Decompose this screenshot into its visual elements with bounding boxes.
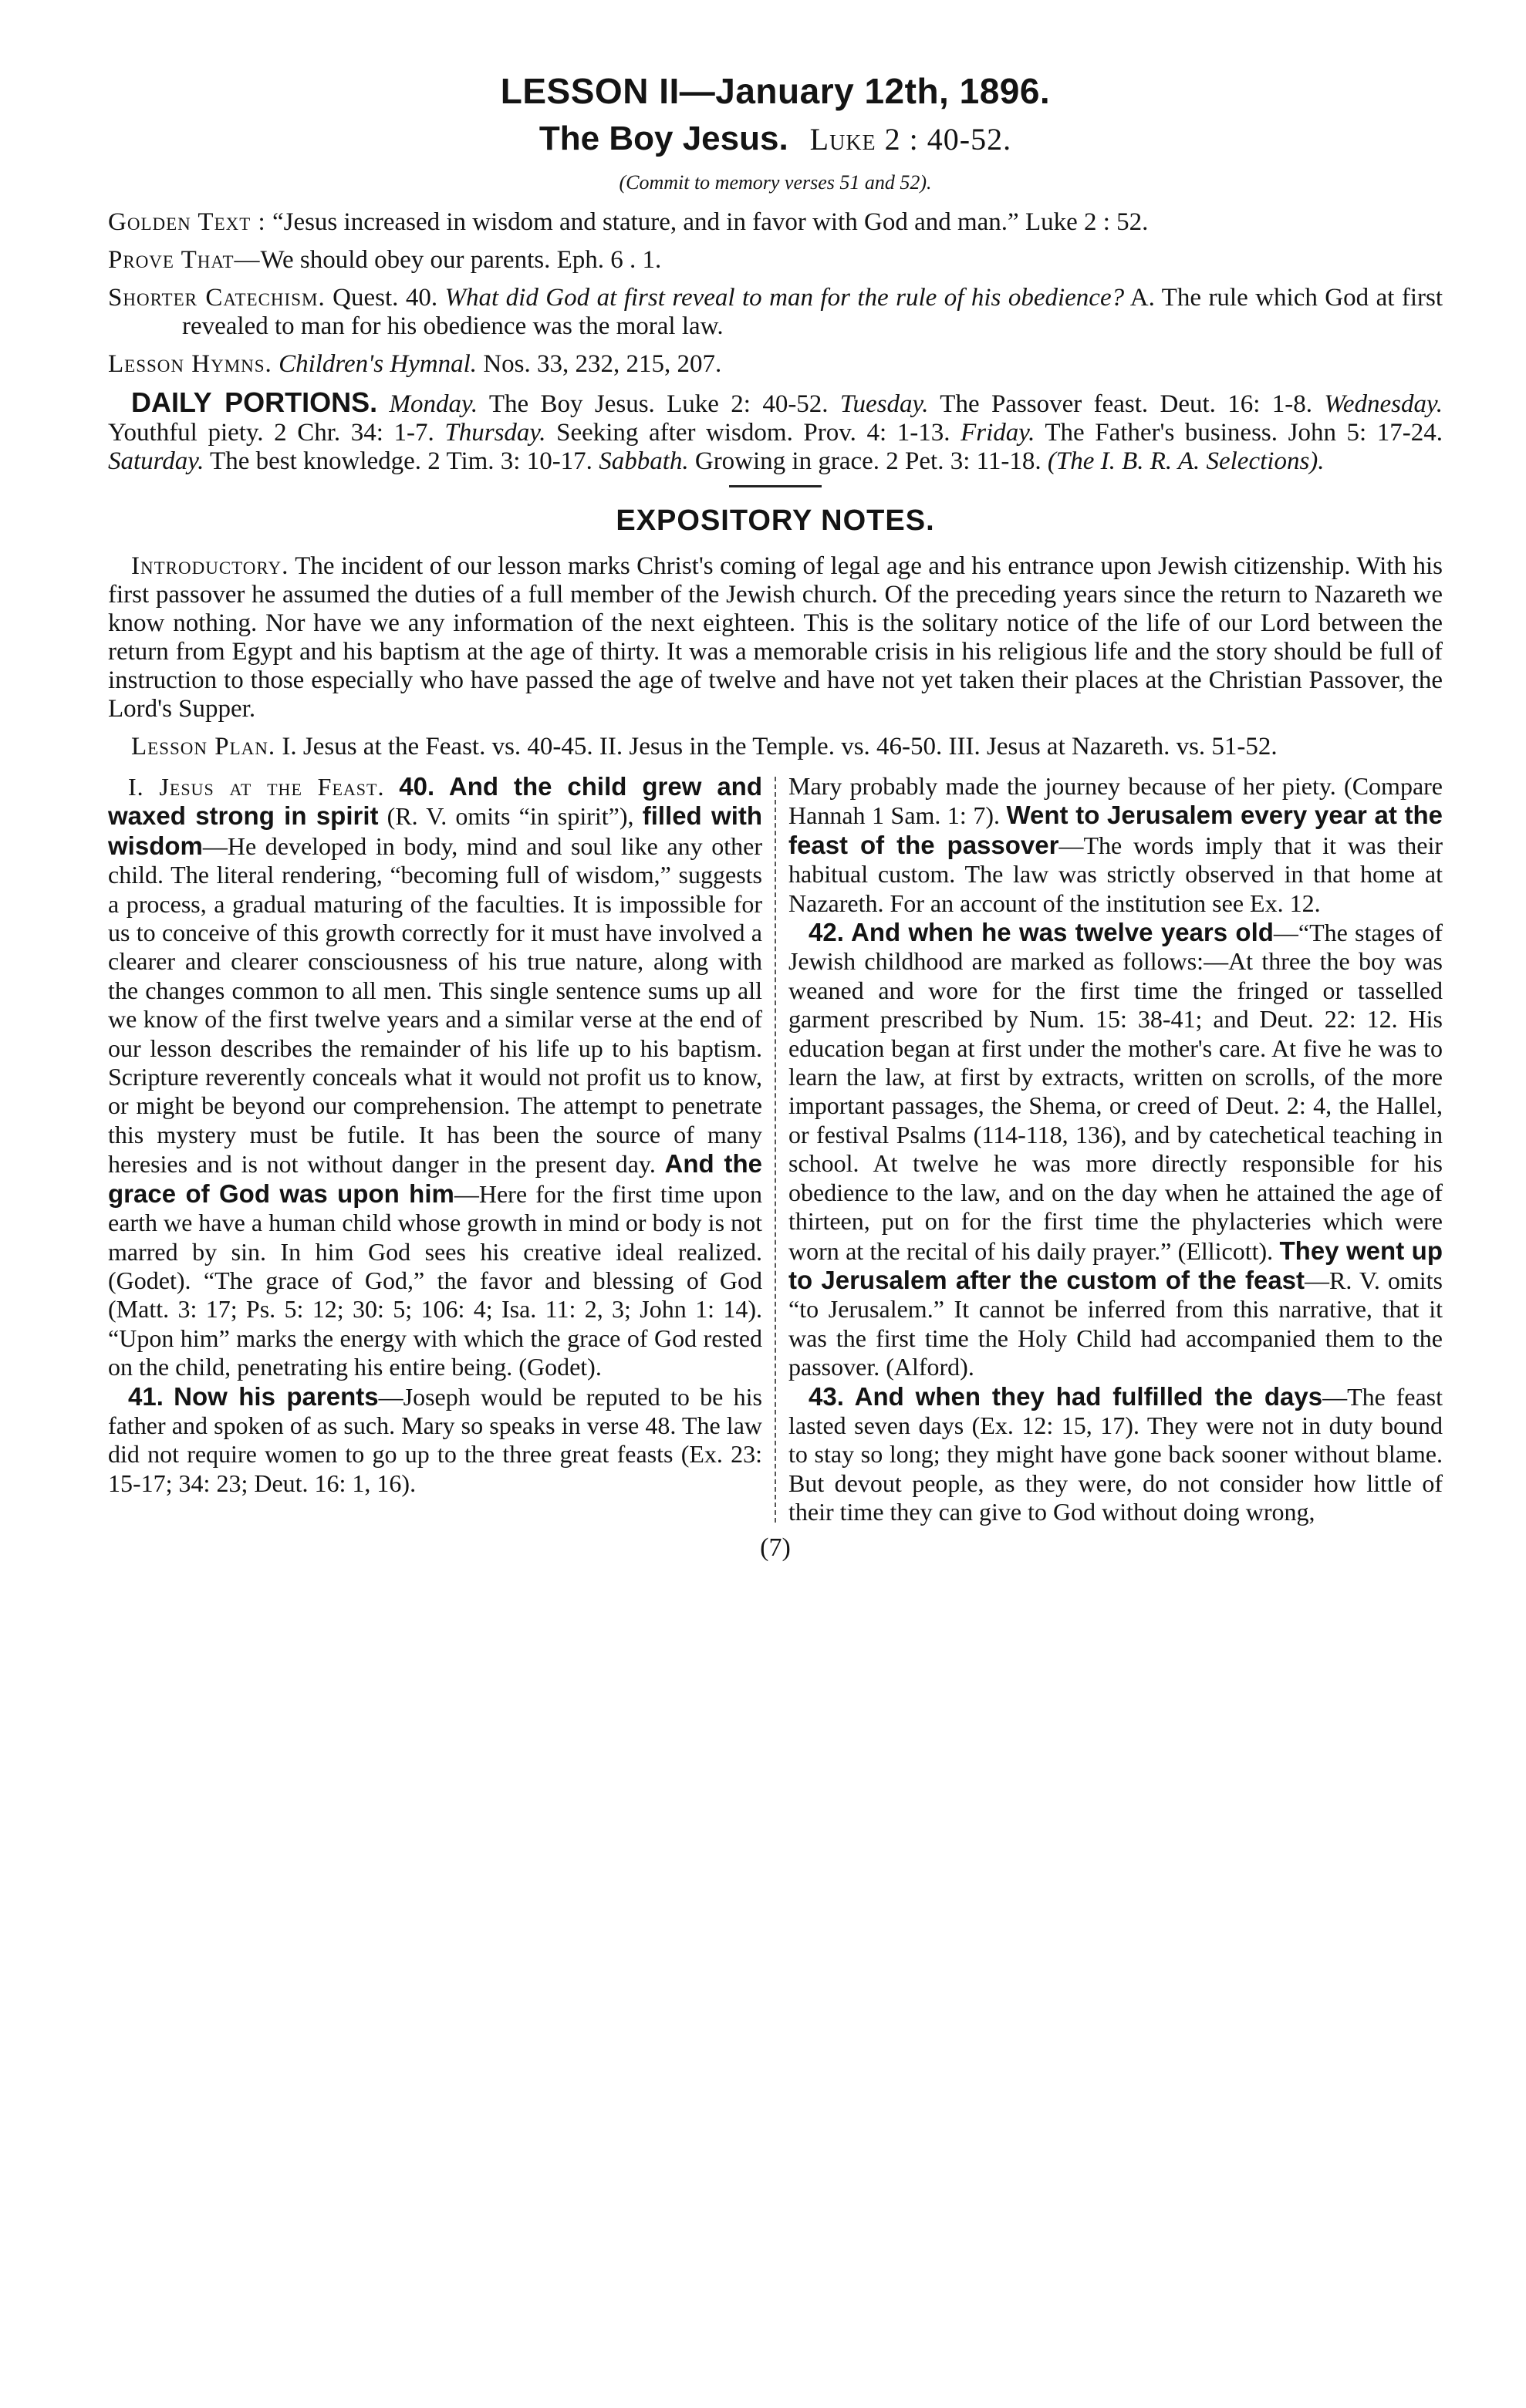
day-name: Sabbath. bbox=[599, 447, 689, 475]
bold-quote: And the grace of God was upon him bbox=[108, 1149, 762, 1208]
verse-41-note bbox=[108, 1382, 762, 1499]
day-name: Wednesday. bbox=[1324, 390, 1443, 418]
lesson-hymns bbox=[108, 350, 1443, 379]
day-reading: The Passover feast. Deut. 16: 1-8. bbox=[940, 390, 1313, 418]
note-text: —He developed in body, mind and soul like any other child. The literal rendering, “becoming full of wisdom,” suggests a process, a gradual maturing of the faculties. It is impossible for us to conceive of this growth correctly for it must have involved a clearer and clearer consciousness of his true nature, along with the changes common to all men. This single sentence sums up all we know of the first twelve years and a similar verse at the end of our lesson describes the remainder of his life up to his baptism. Scripture reverently conceals what it would not profit us to know, or might be beyond our comprehension. The attempt to penetrate this mystery must be futile. It has been the source of many heresies and is not without danger in the present day. bbox=[108, 831, 762, 1179]
lesson-plan-text: I. Jesus at the Feast. vs. 40-45. II. Jesus in the Temple. vs. 46-50. III. Jesus at Nazareth. vs. 51-52. bbox=[282, 733, 1278, 761]
catechism-question: What did God at first reveal to man for the rule of his obedience? bbox=[444, 284, 1125, 312]
page bbox=[108, 68, 1443, 1563]
daily-portions-label: DAILY PORTIONS. bbox=[131, 386, 378, 418]
catechism-label: Shorter Catechism. bbox=[108, 284, 326, 312]
daily-portions-text bbox=[108, 388, 1443, 476]
verse-42-note bbox=[788, 918, 1443, 1382]
day-name: Friday. bbox=[961, 419, 1035, 447]
commit-note: (Commit to memory verses 51 and 52). bbox=[619, 171, 932, 194]
lesson-plan bbox=[108, 733, 1443, 761]
hymns-book: Children's Hymnal. bbox=[279, 350, 478, 378]
note-text: —The feast lasted seven days (Ex. 12: 15, 17). They were not in duty bound to stay so long; they might have gone back sooner without blame. But devout people, as they were, do not consider how little of their time they can give to God without doing wrong, bbox=[788, 1382, 1443, 1526]
bold-quote: And the child grew and waxed strong in spirit bbox=[108, 772, 763, 831]
verse-number: 43. bbox=[809, 1381, 844, 1411]
note-text: —“The stages of Jewish childhood are marked as follows:—At three the boy was weaned and wore for the first time the fringed or tasselled garment prescribed by Num. 15: 38-41; and Deut. 22: 12. His education began at first under the mother's care. At five he was to learn the law, at first by extracts, written on scrolls, of the more important passages, the Shema, or creed of Deut. 2: 4, the Hallel, or festival Psalms (114-118, 136), and by catechetical teaching in school. At twelve he was more directly responsible for his obedience to the law, and on the day when he attained the age of thirteen, put on for the first time the phylacteries which were worn at the recital of his daily prayer.” (Ellicott). bbox=[788, 919, 1443, 1265]
section-lead: I. Jesus at the Feast. bbox=[128, 773, 385, 801]
verse-41-continued bbox=[788, 772, 1443, 918]
lesson-plan-label: Lesson Plan. bbox=[131, 733, 276, 761]
golden-text bbox=[108, 208, 1443, 237]
subject-title: The Boy Jesus. bbox=[538, 120, 788, 157]
page-number: (7) bbox=[760, 1533, 791, 1562]
day-name: Saturday. bbox=[108, 447, 204, 475]
daily-portions bbox=[108, 388, 1443, 476]
verse-number: 40. bbox=[399, 772, 435, 801]
golden-text-label: Golden Text : bbox=[108, 208, 266, 236]
expository-notes-heading: EXPOSITORY NOTES. bbox=[616, 504, 935, 537]
catechism-answer: A. The rule which God at first revealed to man for his obedience was the moral law. bbox=[182, 284, 1443, 340]
day-reading: The Father's business. John 5: 17-24. bbox=[1045, 419, 1443, 447]
note-text: Mary probably made the journey because of her piety. (Compare Hannah 1 Sam. 1: 7). bbox=[788, 772, 1443, 830]
shorter-catechism bbox=[108, 284, 1443, 341]
introductory-text: The incident of our lesson marks Christ's coming of legal age and his entrance upon Jewish citizenship. With his first passover he assumed the duties of a full member of the Jewish church. Of the preceding years since the return to Nazareth we know nothing. Nor have we any information of the next eighteen. This is the solitary notice of the life of our Lord between the return from Egypt and his baptism at the age of thirty. It was a memorable crisis in his religious life and the story should be full of instruction to those especially who have passed the age of twelve and have not yet taken their places at the Christian Passover, the Lord's Supper. bbox=[108, 552, 1443, 723]
day-name: Thursday. bbox=[444, 419, 546, 447]
column-divider bbox=[775, 777, 776, 1523]
lesson-front-matter bbox=[108, 208, 1443, 476]
section-divider-rule bbox=[729, 485, 822, 487]
scripture-reference: Luke 2 : 40-52. bbox=[809, 122, 1012, 157]
introductory-label: Introductory. bbox=[131, 552, 289, 580]
hymns-numbers: Nos. 33, 232, 215, 207. bbox=[483, 350, 722, 378]
note-text: (R. V. omits “in spirit”), bbox=[387, 802, 634, 831]
day-reading: Seeking after wisdom. Prov. 4: 1-13. bbox=[556, 419, 950, 447]
catechism-quest: Quest. 40. bbox=[333, 284, 438, 312]
selections-note: (The I. B. R. A. Selections). bbox=[1047, 447, 1325, 475]
verse-number: 41. bbox=[128, 1381, 164, 1411]
prove-that bbox=[108, 246, 1443, 275]
note-text: —R. V. omits “to Jerusalem.” It cannot be inferred from this narrative, that it was the first time the Holy Child had accompanied them to the passover. (Alford). bbox=[788, 1266, 1443, 1381]
notes-columns bbox=[108, 772, 1443, 1527]
introductory-paragraph bbox=[108, 552, 1443, 723]
bold-quote: Went to Jerusalem every year at the feast of the passover bbox=[788, 801, 1443, 859]
note-text: —Here for the first time upon earth we have a human child whose growth in mind or body is not marred by sin. In him God sees his creative ideal realized. (Godet). “The grace of God,” the favor and blessing of God (Matt. 3: 17; Ps. 5: 12; 30: 5; 106: 4; Isa. 11: 2, 3; John 1: 14). “Upon him” marks the energy with which the grace of God rested on the child, penetrating his entire being. (Godet). bbox=[108, 1179, 763, 1381]
note-text: —Joseph would be reputed to be his father and spoken of as such. Mary so speaks in verse 48. The law did not require women to go up to the three great feasts (Ex. 23: 15-17; 34: 23; Deut. 16: 1, 16). bbox=[108, 1382, 762, 1497]
bold-quote: And when he was twelve years old bbox=[851, 918, 1274, 947]
prove-that-body: We should obey our parents. Eph. 6 . 1. bbox=[260, 246, 662, 274]
bold-quote: And when they had fulfilled the days bbox=[854, 1381, 1323, 1411]
verse-number: 42. bbox=[809, 918, 844, 947]
day-name: Monday. bbox=[389, 390, 478, 418]
day-reading: The Boy Jesus. Luke 2: 40-52. bbox=[488, 390, 829, 418]
prove-that-label: Prove That— bbox=[108, 246, 261, 274]
expository-intro bbox=[108, 552, 1443, 761]
notes-right-column bbox=[788, 772, 1443, 1527]
golden-text-body: “Jesus increased in wisdom and stature, and in favor with God and man.” Luke 2 : 52. bbox=[272, 208, 1149, 236]
bold-quote: Now his parents bbox=[174, 1381, 379, 1411]
verse-43-note bbox=[788, 1382, 1443, 1527]
bold-quote: filled with wisdom bbox=[108, 801, 763, 860]
subject-line bbox=[108, 117, 1443, 168]
day-name: Tuesday. bbox=[839, 390, 929, 418]
note-text: —The words imply that it was their habitual custom. The law was strictly observed in that home at Nazareth. For an account of the institution see Ex. 12. bbox=[788, 831, 1443, 917]
bold-quote: They went up to Jerusalem after the custom of the feast bbox=[788, 1236, 1443, 1294]
day-reading: The best knowledge. 2 Tim. 3: 10-17. bbox=[210, 447, 593, 475]
hymns-label: Lesson Hymns. bbox=[108, 350, 272, 378]
day-reading: Growing in grace. 2 Pet. 3: 11-18. bbox=[694, 447, 1042, 475]
notes-left-column bbox=[108, 772, 762, 1527]
verse-40-note bbox=[108, 772, 762, 1382]
day-reading: Youthful piety. 2 Chr. 34: 1-7. bbox=[108, 419, 434, 447]
lesson-title: LESSON II—January 12th, 1896. bbox=[500, 71, 1051, 111]
